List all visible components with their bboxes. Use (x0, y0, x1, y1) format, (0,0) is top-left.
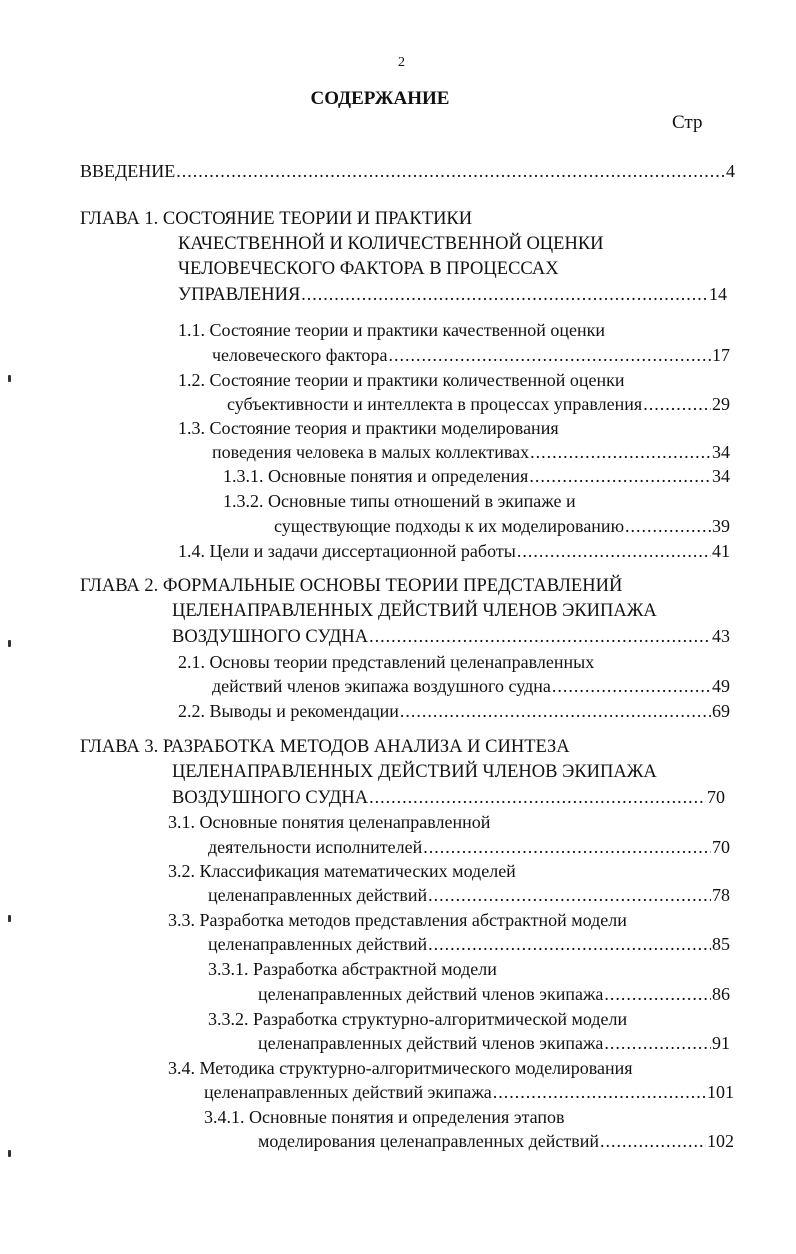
leader-dots (625, 515, 711, 537)
toc-entry-3-4[interactable] (204, 1081, 734, 1103)
toc-page: 41 (712, 541, 730, 561)
chapter-2-line-1: ГЛАВА 2. ФОРМАЛЬНЫЕ ОСНОВЫ ТЕОРИИ ПРЕДСТАВЛЕНИЙ (80, 576, 623, 596)
toc-page: 69 (712, 701, 730, 721)
toc-label: субъективности и интеллекта в процессах управления (227, 394, 643, 414)
toc-entry-3-3[interactable] (208, 933, 730, 955)
section-3-3-line-1: 3.3. Разработка методов представления абстрактной модели (168, 910, 627, 930)
chapter-1-line-2: КАЧЕСТВЕННОЙ И КОЛИЧЕСТВЕННОЙ ОЦЕНКИ (178, 234, 604, 254)
scan-speck (8, 915, 11, 922)
section-1-3-line-1: 1.3. Состояние теория и практики моделирования (178, 418, 559, 438)
page-title: СОДЕРЖАНИЕ (310, 88, 450, 109)
toc-entry-1-3-1[interactable] (223, 465, 730, 487)
toc-page: 70 (712, 837, 730, 857)
toc-entry-1-3-2[interactable] (274, 515, 730, 537)
toc-page: 91 (712, 1033, 730, 1053)
leader-dots (176, 160, 725, 182)
toc-label: действий членов экипажа воздушного судна (212, 676, 551, 696)
section-3-4-line-1: 3.4. Методика структурно-алгоритмического моделирования (168, 1058, 633, 1078)
section-3-3-2-line-1: 3.3.2. Разработка структурно-алгоритмической модели (208, 1009, 628, 1029)
leader-dots (423, 836, 711, 858)
toc-label: целенаправленных действий членов экипажа (258, 984, 604, 1004)
section-3-2-line-1: 3.2. Классификация математических моделей (168, 861, 516, 881)
leader-dots (493, 1081, 706, 1103)
toc-page: 29 (712, 394, 730, 414)
toc-page: 85 (712, 934, 730, 954)
leader-dots (604, 983, 711, 1005)
chapter-2-line-2: ЦЕЛЕНАПРАВЛЕННЫХ ДЕЙСТВИЙ ЧЛЕНОВ ЭКИПАЖА (172, 601, 657, 621)
toc-entry-1-1[interactable] (212, 344, 730, 366)
scan-speck (8, 375, 11, 382)
leader-dots (529, 465, 711, 487)
section-1-3-2-line-1: 1.3.2. Основные типы отношений в экипаже и (223, 491, 576, 511)
toc-entry-3-3-1[interactable] (258, 983, 730, 1005)
section-3-1-line-1: 3.1. Основные понятия целенаправленной (168, 812, 491, 832)
leader-dots (369, 786, 706, 808)
toc-entry-3-4-1[interactable] (258, 1130, 734, 1152)
toc-label: существующие подходы к их моделированию (274, 516, 625, 536)
toc-page: 86 (712, 984, 730, 1004)
toc-label: целенаправленных действий экипажа (204, 1082, 492, 1102)
toc-label: 1.4. Цели и задачи диссертационной работы (178, 541, 516, 561)
leader-dots (530, 441, 711, 463)
leader-dots (600, 1130, 706, 1152)
toc-entry-1-3[interactable] (212, 441, 730, 463)
chapter-1-line-3: ЧЕЛОВЕЧЕСКОГО ФАКТОРА В ПРОЦЕССАХ (178, 259, 559, 279)
section-2-1-line-1: 2.1. Основы теории представлений целенаправленных (178, 652, 595, 672)
toc-label: человеческого фактора (212, 345, 388, 365)
section-3-4-1-line-1: 3.4.1. Основные понятия и определения этапов (204, 1107, 565, 1127)
leader-dots (552, 675, 711, 697)
toc-entry-2-2[interactable] (178, 700, 730, 722)
toc-page: 43 (712, 626, 730, 646)
toc-page: 17 (712, 345, 730, 365)
toc-page: 14 (709, 284, 727, 304)
toc-label: деятельности исполнителей (208, 837, 423, 857)
toc-label: ВВЕДЕНИЕ (80, 161, 176, 181)
toc-page: 4 (726, 161, 735, 181)
chapter-1-line-1: ГЛАВА 1. СОСТОЯНИЕ ТЕОРИИ И ПРАКТИКИ (80, 209, 473, 229)
toc-entry-chapter-1[interactable] (178, 283, 727, 306)
page-number: 2 (398, 55, 405, 70)
section-1-2-line-1: 1.2. Состояние теории и практики количественной оценки (178, 370, 625, 390)
toc-entry-3-1[interactable] (208, 836, 730, 858)
toc-page: 49 (712, 676, 730, 696)
toc-page: 34 (712, 466, 730, 486)
toc-label: целенаправленных действий (208, 934, 428, 954)
toc-label: целенаправленных действий членов экипажа (258, 1033, 604, 1053)
toc-label: УПРАВЛЕНИЯ (178, 285, 301, 305)
leader-dots (517, 540, 711, 562)
section-3-3-1-line-1: 3.3.1. Разработка абстрактной модели (208, 959, 497, 979)
leader-dots (428, 933, 711, 955)
toc-entry-1-2[interactable] (227, 393, 730, 415)
toc-label: ВОЗДУШНОГО СУДНА (172, 627, 369, 647)
leader-dots (369, 625, 711, 647)
toc-entry-chapter-2[interactable] (172, 625, 730, 648)
toc-page: 101 (707, 1082, 734, 1102)
toc-entry-chapter-3[interactable] (172, 786, 725, 809)
toc-entry-3-2[interactable] (208, 884, 730, 906)
toc-entry-intro[interactable] (80, 160, 735, 182)
page-column-label: Стр (672, 112, 703, 133)
leader-dots (643, 393, 711, 415)
section-1-1-line-1: 1.1. Состояние теории и практики качественной оценки (178, 320, 606, 340)
scan-speck (8, 1150, 11, 1157)
chapter-3-line-1: ГЛАВА 3. РАЗРАБОТКА МЕТОДОВ АНАЛИЗА И СИНТЕЗА (80, 737, 570, 757)
toc-page: 70 (707, 787, 725, 807)
toc-label: моделирования целенаправленных действий (258, 1131, 600, 1151)
chapter-3-line-2: ЦЕЛЕНАПРАВЛЕННЫХ ДЕЙСТВИЙ ЧЛЕНОВ ЭКИПАЖА (172, 762, 657, 782)
toc-page: 102 (707, 1131, 734, 1151)
leader-dots (400, 700, 711, 722)
toc-label: целенаправленных действий (208, 885, 428, 905)
toc-entry-3-3-2[interactable] (258, 1032, 730, 1054)
toc-entry-2-1[interactable] (212, 675, 730, 697)
toc-entry-1-4[interactable] (178, 540, 730, 562)
toc-page: 34 (712, 442, 730, 462)
toc-label: ВОЗДУШНОГО СУДНА (172, 788, 369, 808)
toc-label: поведения человека в малых коллективах (212, 442, 530, 462)
leader-dots (428, 884, 711, 906)
toc-label: 1.3.1. Основные понятия и определения (223, 466, 529, 486)
toc-label: 2.2. Выводы и рекомендации (178, 701, 399, 721)
toc-page: 39 (712, 516, 730, 536)
leader-dots (301, 283, 708, 305)
leader-dots (388, 344, 711, 366)
toc-page: 78 (712, 885, 730, 905)
scan-speck (8, 640, 11, 647)
leader-dots (604, 1032, 711, 1054)
